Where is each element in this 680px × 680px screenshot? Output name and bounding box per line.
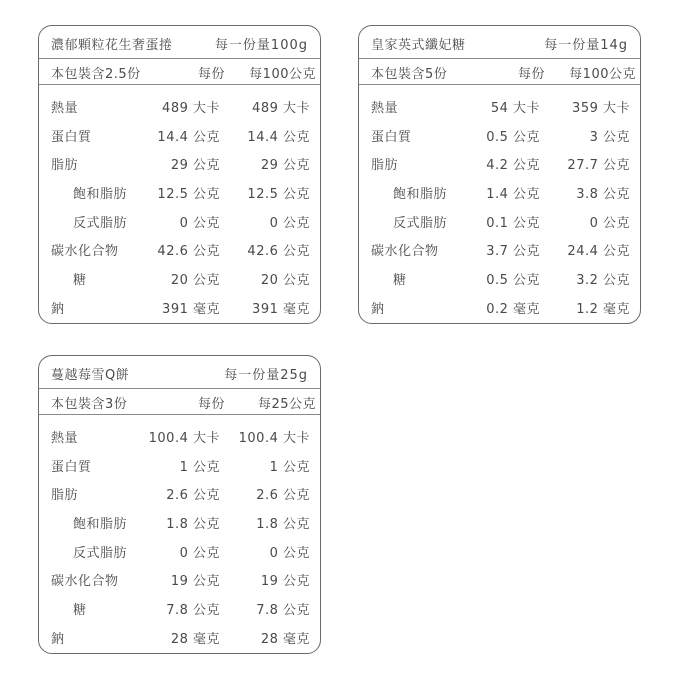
nutrient-label: 飽和脂肪 — [73, 187, 128, 203]
per-100g-value: 0 公克 — [269, 215, 310, 231]
nutrient-label: 熱量 — [51, 431, 79, 446]
per-serving-value: 19 公克 — [170, 574, 220, 590]
nutrient-label: 熱量 — [371, 101, 399, 116]
per-100g-value: 3 公克 — [589, 129, 630, 145]
column-header-row — [39, 388, 320, 415]
per-100g-header: 每100公克 — [569, 67, 636, 82]
nutrient-row-energy — [39, 92, 320, 121]
per-100g-value: 489 大卡 — [252, 101, 310, 116]
nutrient-row-sodium — [359, 293, 640, 322]
nutrient-list — [39, 422, 320, 652]
nutrient-row-carbohydrate — [359, 235, 640, 264]
nutrient-row-saturated-fat — [39, 508, 320, 537]
nutrient-row-trans-fat — [39, 207, 320, 236]
card-header — [39, 356, 320, 389]
nutrient-label: 蛋白質 — [371, 129, 412, 145]
nutrient-label: 熱量 — [51, 101, 79, 116]
per-25g-value: 100.4 大卡 — [238, 431, 310, 446]
nutrient-row-saturated-fat — [359, 178, 640, 207]
nutrient-row-carbohydrate — [39, 235, 320, 264]
nutrient-row-protein — [359, 121, 640, 150]
per-serving-value: 29 公克 — [170, 158, 220, 174]
card-header — [39, 26, 320, 59]
nutrient-label: 碳水化合物 — [51, 244, 119, 260]
per-serving-value: 42.6 公克 — [157, 244, 220, 260]
servings-per-package: 本包裝含3份 — [51, 397, 128, 412]
per-serving-value: 0.2 毫克 — [486, 301, 540, 317]
nutrient-row-trans-fat — [39, 537, 320, 566]
nutrient-row-trans-fat — [359, 207, 640, 236]
nutrient-label: 糖 — [73, 603, 87, 619]
per-100g-value: 27.7 公克 — [567, 158, 630, 174]
nutrient-row-carbohydrate — [39, 565, 320, 594]
per-serving-header: 每份 — [517, 67, 545, 82]
nutrient-label: 碳水化合物 — [371, 244, 439, 260]
per-serving-value: 1 公克 — [179, 459, 220, 475]
per-serving-value: 28 毫克 — [170, 631, 220, 647]
per-100g-value: 24.4 公克 — [567, 244, 630, 260]
per-25g-value: 2.6 公克 — [256, 488, 310, 504]
per-serving-header: 每份 — [197, 397, 225, 412]
nutrient-label: 脂肪 — [51, 158, 79, 174]
servings-per-package: 本包裝含2.5份 — [51, 67, 141, 82]
nutrition-card-cranberry-snowflake-cake — [38, 355, 321, 654]
per-serving-value: 489 大卡 — [162, 101, 220, 116]
nutrient-label: 飽和脂肪 — [393, 187, 448, 203]
nutrient-label: 反式脂肪 — [393, 215, 448, 231]
nutrient-row-energy — [359, 92, 640, 121]
per-serving-value: 0.5 公克 — [486, 129, 540, 145]
nutrient-row-sodium — [39, 623, 320, 652]
per-serving-header: 每份 — [197, 67, 225, 82]
per-25g-value: 19 公克 — [260, 574, 310, 590]
nutrient-label: 糖 — [393, 273, 407, 289]
nutrient-label: 飽和脂肪 — [73, 517, 128, 533]
nutrient-label: 反式脂肪 — [73, 215, 128, 231]
per-serving-value: 4.2 公克 — [486, 158, 540, 174]
per-serving-value: 54 大卡 — [490, 101, 540, 116]
serving-size: 每一份量100g — [214, 38, 308, 53]
nutrient-label: 鈉 — [371, 301, 385, 317]
nutrient-row-fat — [39, 149, 320, 178]
per-serving-value: 14.4 公克 — [157, 129, 220, 145]
per-100g-value: 29 公克 — [260, 158, 310, 174]
per-serving-value: 1.8 公克 — [166, 517, 220, 533]
nutrient-label: 脂肪 — [51, 488, 79, 504]
per-100g-value: 14.4 公克 — [247, 129, 310, 145]
per-25g-value: 0 公克 — [269, 545, 310, 561]
per-100g-value: 20 公克 — [260, 273, 310, 289]
nutrient-row-saturated-fat — [39, 178, 320, 207]
column-header-row — [39, 58, 320, 85]
per-25g-value: 7.8 公克 — [256, 603, 310, 619]
nutrient-row-sugar — [359, 264, 640, 293]
nutrient-label: 鈉 — [51, 631, 65, 647]
nutrient-row-energy — [39, 422, 320, 451]
product-name: 濃郁顆粒花生奢蛋捲 — [51, 38, 173, 53]
nutrient-row-sugar — [39, 264, 320, 293]
nutrient-row-sugar — [39, 594, 320, 623]
nutrient-row-sodium — [39, 293, 320, 322]
nutrient-label: 反式脂肪 — [73, 545, 128, 561]
per-serving-value: 100.4 大卡 — [148, 431, 220, 446]
per-serving-value: 0.1 公克 — [486, 215, 540, 231]
serving-size: 每一份量14g — [544, 38, 628, 53]
per-100g-value: 12.5 公克 — [247, 187, 310, 203]
per-100g-value: 0 公克 — [589, 215, 630, 231]
nutrient-row-protein — [39, 121, 320, 150]
product-name: 皇家英式纖妃糖 — [371, 38, 466, 53]
nutrient-label: 碳水化合物 — [51, 574, 119, 590]
nutrient-label: 脂肪 — [371, 158, 399, 174]
per-serving-value: 12.5 公克 — [157, 187, 220, 203]
per-serving-value: 7.8 公克 — [166, 603, 220, 619]
nutrient-row-fat — [39, 479, 320, 508]
nutrient-label: 蛋白質 — [51, 459, 92, 475]
per-serving-value: 0.5 公克 — [486, 273, 540, 289]
per-serving-value: 1.4 公克 — [486, 187, 540, 203]
per-25g-value: 1 公克 — [269, 459, 310, 475]
per-100g-value: 3.2 公克 — [576, 273, 630, 289]
nutrient-label: 糖 — [73, 273, 87, 289]
nutrient-list — [39, 92, 320, 322]
column-header-row — [359, 58, 640, 85]
per-serving-value: 391 毫克 — [162, 301, 220, 317]
nutrition-card-peanut-egg-roll — [38, 25, 321, 324]
per-100g-value: 391 毫克 — [252, 301, 310, 317]
nutrient-row-fat — [359, 149, 640, 178]
per-serving-value: 2.6 公克 — [166, 488, 220, 504]
per-100g-value: 3.8 公克 — [576, 187, 630, 203]
product-name: 蔓越莓雪Q餅 — [51, 368, 130, 383]
per-100g-value: 359 大卡 — [572, 101, 630, 116]
nutrient-label: 蛋白質 — [51, 129, 92, 145]
per-25g-header: 每25公克 — [257, 397, 316, 412]
per-serving-value: 0 公克 — [179, 545, 220, 561]
nutrition-card-royal-toffee — [358, 25, 641, 324]
per-100g-value: 1.2 毫克 — [576, 301, 630, 317]
servings-per-package: 本包裝含5份 — [371, 67, 448, 82]
per-serving-value: 3.7 公克 — [486, 244, 540, 260]
card-header — [359, 26, 640, 59]
serving-size: 每一份量25g — [224, 368, 308, 383]
per-100g-header: 每100公克 — [249, 67, 316, 82]
nutrient-list — [359, 92, 640, 322]
nutrient-row-protein — [39, 451, 320, 480]
per-25g-value: 1.8 公克 — [256, 517, 310, 533]
per-100g-value: 42.6 公克 — [247, 244, 310, 260]
nutrient-label: 鈉 — [51, 301, 65, 317]
per-serving-value: 0 公克 — [179, 215, 220, 231]
per-25g-value: 28 毫克 — [260, 631, 310, 647]
per-serving-value: 20 公克 — [170, 273, 220, 289]
